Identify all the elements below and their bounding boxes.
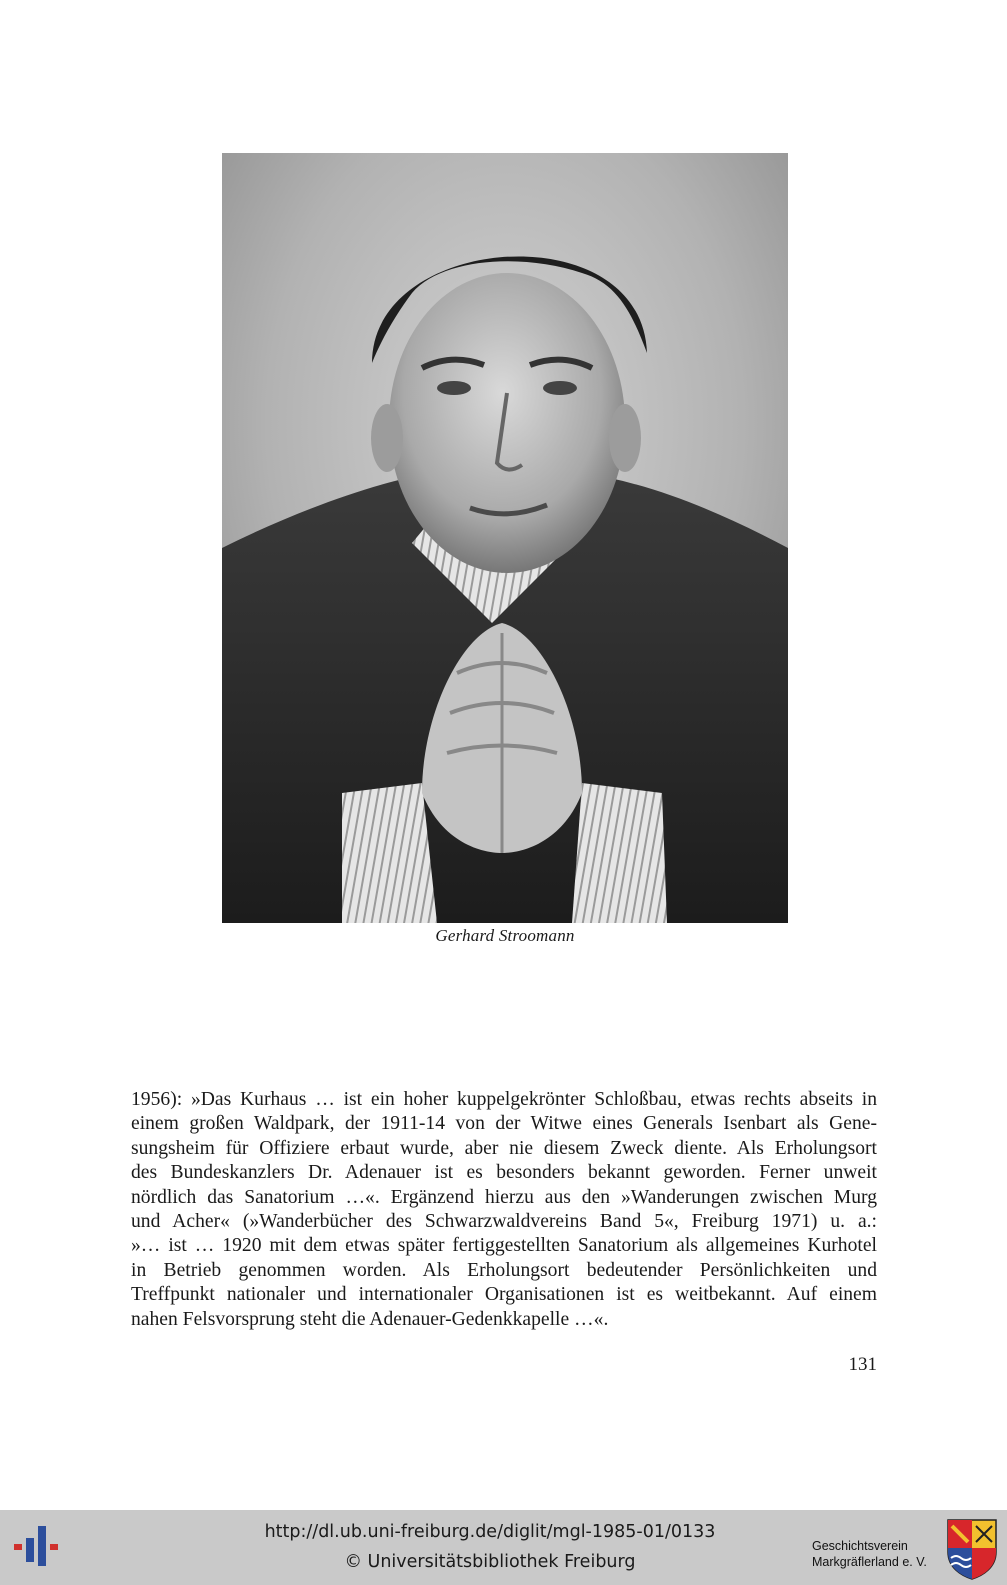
text-line: »… ist … 1920 mit dem etwas später fertiggestellten Sanatorium als allgemeines Kurhotel	[131, 1235, 877, 1257]
photo-caption: Gerhard Stroomann	[435, 926, 575, 945]
ub-freiburg-logo-icon	[14, 1522, 66, 1572]
text-line: nördlich das Sanatorium …«. Ergänzend hierzu aus den »Wanderungen zwischen Murg	[131, 1186, 877, 1208]
copyright-text: © Universitätsbibliothek Freiburg	[344, 1552, 636, 1572]
text-line: in Betrieb genommen worden. Als Erholungsort bedeutender Persönlichkeiten und	[131, 1259, 877, 1281]
text-line: und Acher« (»Wanderbücher des Schwarzwaldvereins Band 5«, Freiburg 1971) u. a.:	[131, 1211, 877, 1233]
text-line: Treffpunkt nationaler und internationaler Organisationen ist es weitbekannt. Auf einem	[131, 1284, 877, 1306]
coat-of-arms-icon	[946, 1518, 998, 1580]
text-line: sungsheim für Offiziere erbaut wurde, aber nie diesem Zweck diente. Als Erholungsort	[131, 1137, 877, 1159]
page-number: 131	[848, 1354, 877, 1375]
text-line: nahen Felsvorsprung steht die Adenauer-Gedenkkapelle …«.	[131, 1308, 609, 1330]
society-name	[812, 1538, 947, 1570]
society-name-line2: Markgräflerland e. V.	[812, 1555, 927, 1569]
society-name-line1: Geschichtsverein	[812, 1539, 908, 1553]
portrait-illustration	[222, 153, 788, 923]
text-line: 1956): »Das Kurhaus … ist ein hoher kuppelgekrönter Schloßbau, etwas rechts abseits in	[131, 1089, 877, 1110]
document-url-link[interactable]: http://dl.ub.uni-freiburg.de/diglit/mgl-1985-01/0133	[264, 1522, 716, 1542]
body-text	[131, 1088, 877, 1332]
footer-bar	[0, 1510, 1007, 1585]
portrait-photo	[222, 153, 788, 923]
text-line: des Bundeskanzlers Dr. Adenauer ist es besonders bekannt geworden. Ferner unweit	[131, 1162, 877, 1184]
text-line: einem großen Waldpark, der 1911-14 von der Witwe eines Generals Isenbart als Gene-	[131, 1113, 877, 1135]
